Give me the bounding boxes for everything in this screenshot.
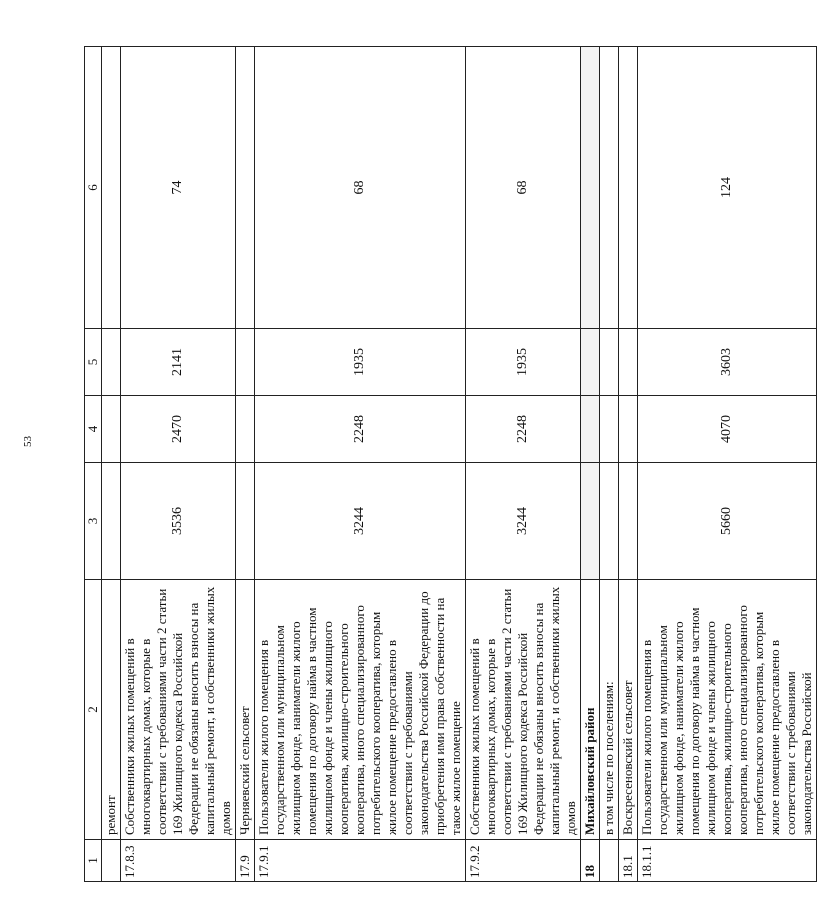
row-value: 5660 (638, 463, 817, 580)
row-value (581, 329, 600, 396)
row-name: ремонт (102, 580, 121, 840)
row-value (600, 463, 619, 580)
row-value: 68 (466, 47, 581, 329)
row-name: Пользователи жилого помещения в государственном или муниципальном жилищном фонде, наниматели жилого помещения по договору найма в частном жилищном фонде и члены жилищного кооператива, жилищно-строительного кооператива, иного специализированного потребительского кооператива, которым жилое помещение предоставлено в соответствии с требованиями законодательства Российской Федерации до приобретения ими права собственности на такое жилое помещение (255, 580, 466, 840)
page-number: 53 (22, 436, 34, 447)
row-value: 1935 (466, 329, 581, 396)
row-value: 2470 (121, 396, 236, 463)
row-name: Черняевский сельсовет (236, 580, 255, 840)
row-value (102, 463, 121, 580)
table-row (466, 47, 581, 882)
row-name: Пользователи жилого помещения в государственном или муниципальном жилищном фонде, наниматели жилого помещения по договору найма в частном жилищном фонде и члены жилищного кооператива, жилищно-строительного кооператива, иного специализированного потребительского кооператива, которым жилое помещение предоставлено в соответствии с требованиями законодательства Российской (638, 580, 817, 840)
table-row (121, 47, 236, 882)
row-value (619, 463, 638, 580)
row-value (581, 463, 600, 580)
row-code (600, 840, 619, 882)
row-name: Михайловский район (581, 580, 600, 840)
row-name: Собственники жилых помещений в многоквартирных домах, которые в соответствии с требованиями части 2 статьи 169 Жилищного кодекса Российской Федерации не обязаны вносить взносы на капитальный ремонт, и собственники жилых домов (466, 580, 581, 840)
row-value (236, 396, 255, 463)
header-cell: 6 (85, 47, 102, 329)
row-value: 3244 (466, 463, 581, 580)
table-row (102, 47, 121, 882)
row-value (600, 329, 619, 396)
row-value (102, 329, 121, 396)
header-cell: 4 (85, 396, 102, 463)
row-value: 2248 (466, 396, 581, 463)
table-row (600, 47, 619, 882)
header-cell: 3 (85, 463, 102, 580)
row-value: 3603 (638, 329, 817, 396)
row-name: Воскресеновский сельсовет (619, 580, 638, 840)
row-value (581, 396, 600, 463)
row-value: 3536 (121, 463, 236, 580)
row-value (619, 329, 638, 396)
rotated-page (84, 47, 814, 882)
row-value: 4070 (638, 396, 817, 463)
table-row (581, 47, 600, 882)
row-value: 74 (121, 47, 236, 329)
row-code: 18.1.1 (638, 840, 817, 882)
row-value (619, 47, 638, 329)
row-code: 17.9.1 (255, 840, 466, 882)
row-value (236, 329, 255, 396)
table-row (619, 47, 638, 882)
row-value (619, 396, 638, 463)
header-cell: 1 (85, 840, 102, 882)
row-value: 124 (638, 47, 817, 329)
row-value (102, 47, 121, 329)
row-code: 17.8.3 (121, 840, 236, 882)
row-value: 1935 (255, 329, 466, 396)
row-value: 68 (255, 47, 466, 329)
table-row (638, 47, 817, 882)
row-value (102, 396, 121, 463)
row-code (102, 840, 121, 882)
row-code: 17.9 (236, 840, 255, 882)
row-value (236, 47, 255, 329)
table-row (236, 47, 255, 882)
row-code: 18 (581, 840, 600, 882)
row-code: 18.1 (619, 840, 638, 882)
tariff-table (84, 46, 817, 882)
row-name: Собственники жилых помещений в многоквартирных домах, которые в соответствии с требованиями части 2 статьи 169 Жилищного кодекса Российской Федерации не обязаны вносить взносы на капитальный ремонт, и собственники жилых домов (121, 580, 236, 840)
header-cell: 5 (85, 329, 102, 396)
row-name: в том числе по поселениям: (600, 580, 619, 840)
row-value (581, 47, 600, 329)
row-value: 3244 (255, 463, 466, 580)
row-value: 2141 (121, 329, 236, 396)
row-value (600, 396, 619, 463)
row-value (600, 47, 619, 329)
row-value: 2248 (255, 396, 466, 463)
header-cell: 2 (85, 580, 102, 840)
table-row (255, 47, 466, 882)
row-value (236, 463, 255, 580)
row-code: 17.9.2 (466, 840, 581, 882)
table-header-row (85, 47, 102, 882)
